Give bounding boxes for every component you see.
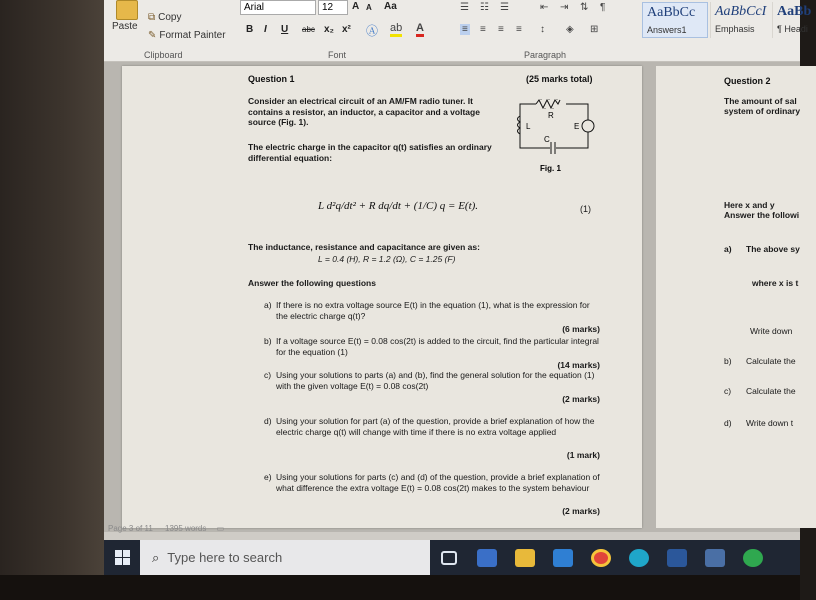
part-a-text: If there is no extra voltage source E(t) in the equation (1), what is the expression for the electric charge q(t)? — [276, 300, 590, 321]
part-c-marks: (2 marks) — [562, 394, 600, 404]
q2-a-label: a) — [724, 244, 732, 254]
status-bar — [104, 524, 800, 538]
style-emphasis[interactable]: AaBbCcI Emphasis — [710, 2, 770, 38]
part-c-text: Using your solutions to parts (a) and (b), find the general solution for the equation (1) with the given voltage E(t) = 0.08 cos(2t) — [276, 370, 595, 391]
file-explorer-icon[interactable] — [506, 540, 544, 575]
line-spacing-icon[interactable]: ↕ — [540, 24, 545, 35]
style-heading[interactable]: AaBb ¶ Headi — [772, 2, 812, 38]
ribbon — [104, 0, 812, 62]
change-case-button[interactable]: Aa — [384, 1, 397, 12]
document-page[interactable] — [122, 66, 642, 528]
task-view-icon[interactable] — [430, 540, 468, 575]
subscript-button[interactable]: x₂ — [324, 24, 335, 35]
italic-button[interactable]: I — [264, 24, 267, 35]
paste-icon[interactable] — [116, 0, 138, 20]
start-button[interactable] — [104, 540, 140, 575]
part-a-marks: (6 marks) — [562, 324, 600, 334]
shading-icon[interactable]: ◈ — [566, 24, 574, 35]
part-b-text: If a voltage source E(t) = 0.08 cos(2t) is added to the circuit, find the particular integral for the equation (1) — [276, 336, 599, 357]
font-family-select[interactable]: Arial — [240, 0, 316, 15]
figure-caption: Fig. 1 — [540, 164, 561, 173]
word-window — [104, 0, 812, 575]
q2-c-text: Calculate the — [746, 386, 796, 396]
text-effects-icon[interactable]: Ⓐ — [366, 24, 379, 38]
document-page-2[interactable] — [656, 66, 816, 528]
part-e-text: Using your solutions for parts (c) and (d) of the question, provide a brief explanation of what difference the extra voltage E(t) = 0.08 cos(2t) makes to the system behaviour — [276, 472, 600, 493]
font-group-label: Font — [328, 50, 347, 60]
edge-icon[interactable] — [620, 540, 658, 575]
format-painter-button[interactable]: ✎ Format Painter — [148, 30, 226, 41]
q2-b-label: b) — [724, 356, 732, 366]
ribbon-group-labels — [104, 50, 800, 62]
part-b-label: b) — [264, 336, 272, 346]
align-center-icon[interactable]: ≡ — [480, 24, 486, 35]
store-icon[interactable] — [468, 540, 506, 575]
superscript-button[interactable]: x² — [342, 24, 351, 35]
label-r: R — [548, 111, 554, 120]
format-painter-icon: ✎ — [148, 30, 157, 41]
search-icon: ⌕ — [152, 549, 160, 565]
style-answers1[interactable]: AaBbCc Answers1 — [642, 2, 708, 38]
part-e-label: e) — [264, 472, 272, 482]
part-d-text: Using your solution for part (a) of the question, provide a brief explanation of how the electric charge q(t) will change with time if there is no extra voltage applied — [276, 416, 595, 437]
part-d-marks: (1 mark) — [566, 450, 600, 460]
total-marks: (25 marks total) — [526, 74, 593, 84]
q2-c-label: c) — [724, 386, 732, 396]
align-left-icon[interactable]: ≡ — [462, 24, 468, 35]
q2-d-label: d) — [724, 418, 732, 428]
borders-icon[interactable]: ⊞ — [590, 24, 599, 35]
question-title: Question 1 — [248, 74, 295, 84]
intro-paragraph: Consider an electrical circuit of an AM/FM radio tuner. It contains a resistor, an inductor, a capacitor and a voltage source (Fig. 1). — [248, 96, 480, 127]
q2-a-text: The above sy — [746, 244, 800, 254]
font-color-icon[interactable]: A — [416, 22, 424, 34]
clipboard-group-label: Clipboard — [144, 50, 183, 60]
search-placeholder: Type here to search — [167, 550, 283, 565]
windows-logo-icon — [115, 550, 130, 565]
q2-b-text: Calculate the — [746, 356, 796, 366]
given-values: L = 0.4 (H), R = 1.2 (Ω), C = 1.25 (F) — [318, 254, 456, 264]
page-count[interactable]: Page 3 of 11 — [108, 524, 153, 533]
taskbar-search[interactable] — [140, 540, 430, 575]
part-b-marks: (14 marks) — [557, 360, 600, 370]
q2-write-down: Write down — [750, 326, 793, 336]
strikethrough-button[interactable]: abc — [302, 25, 315, 34]
app-icon[interactable] — [734, 540, 772, 575]
bold-button[interactable]: B — [246, 24, 254, 35]
justify-icon[interactable]: ≡ — [516, 24, 522, 35]
highlight-icon[interactable]: ab — [390, 22, 402, 34]
sort-icon[interactable]: ⇅ — [580, 2, 589, 13]
q2-where-text: where x is t — [752, 278, 799, 288]
font-size-select[interactable]: 12 — [318, 0, 348, 15]
increase-indent-icon[interactable]: ⇥ — [560, 2, 569, 13]
part-a-label: a) — [264, 300, 272, 310]
taskbar — [104, 540, 800, 575]
chrome-icon[interactable] — [582, 540, 620, 575]
q2-here-line: Here x and y — [724, 200, 775, 210]
bullets-icon[interactable]: ☰ — [460, 2, 469, 13]
video-icon[interactable] — [696, 540, 734, 575]
equation-number: (1) — [580, 204, 591, 214]
mail-icon[interactable] — [544, 540, 582, 575]
given-sentence: The inductance, resistance and capacitance are given as: — [248, 242, 480, 252]
word-icon[interactable] — [658, 540, 696, 575]
paragraph-group-label: Paragraph — [524, 50, 567, 60]
copy-button[interactable]: ⧉ Copy — [148, 12, 182, 23]
proofing-icon[interactable]: ▭ — [216, 524, 225, 533]
q2-line-1: The amount of sal — [724, 96, 797, 106]
label-c: C — [544, 135, 550, 144]
align-right-icon[interactable]: ≡ — [498, 24, 504, 35]
copy-icon: ⧉ — [148, 12, 156, 23]
circuit-diagram — [514, 96, 600, 156]
question-2-title: Question 2 — [724, 76, 771, 86]
part-d-label: d) — [264, 416, 272, 426]
word-count[interactable]: 1395 words — [165, 524, 207, 533]
part-c-label: c) — [264, 370, 272, 380]
q2-answer-line: Answer the followi — [724, 210, 800, 220]
multilevel-list-icon[interactable]: ☰ — [500, 2, 509, 13]
grow-font-button[interactable]: A — [352, 1, 360, 12]
monitor-bezel-bottom — [0, 575, 800, 600]
answer-prompt: Answer the following questions — [248, 278, 376, 288]
decrease-indent-icon[interactable]: ⇤ — [540, 2, 549, 13]
ode-equation: L d²q/dt² + R dq/dt + (1/C) q = E(t). — [318, 200, 479, 212]
label-l: L — [526, 122, 531, 131]
paste-button[interactable]: Paste — [112, 21, 138, 32]
shrink-font-button[interactable]: A — [366, 3, 372, 12]
monitor-bezel — [0, 0, 104, 600]
document-area[interactable] — [104, 62, 800, 532]
pilcrow-icon[interactable]: ¶ — [600, 2, 606, 13]
q2-d-text: Write down t — [746, 418, 794, 428]
numbering-icon[interactable]: ☷ — [480, 2, 489, 13]
q2-line-2: system of ordinary — [724, 106, 801, 116]
part-e-marks: (2 marks) — [562, 506, 600, 516]
underline-button[interactable]: U — [281, 24, 289, 35]
label-e: E — [574, 122, 580, 131]
charge-sentence: The electric charge in the capacitor q(t) satisfies an ordinary differential equation: — [248, 142, 492, 163]
